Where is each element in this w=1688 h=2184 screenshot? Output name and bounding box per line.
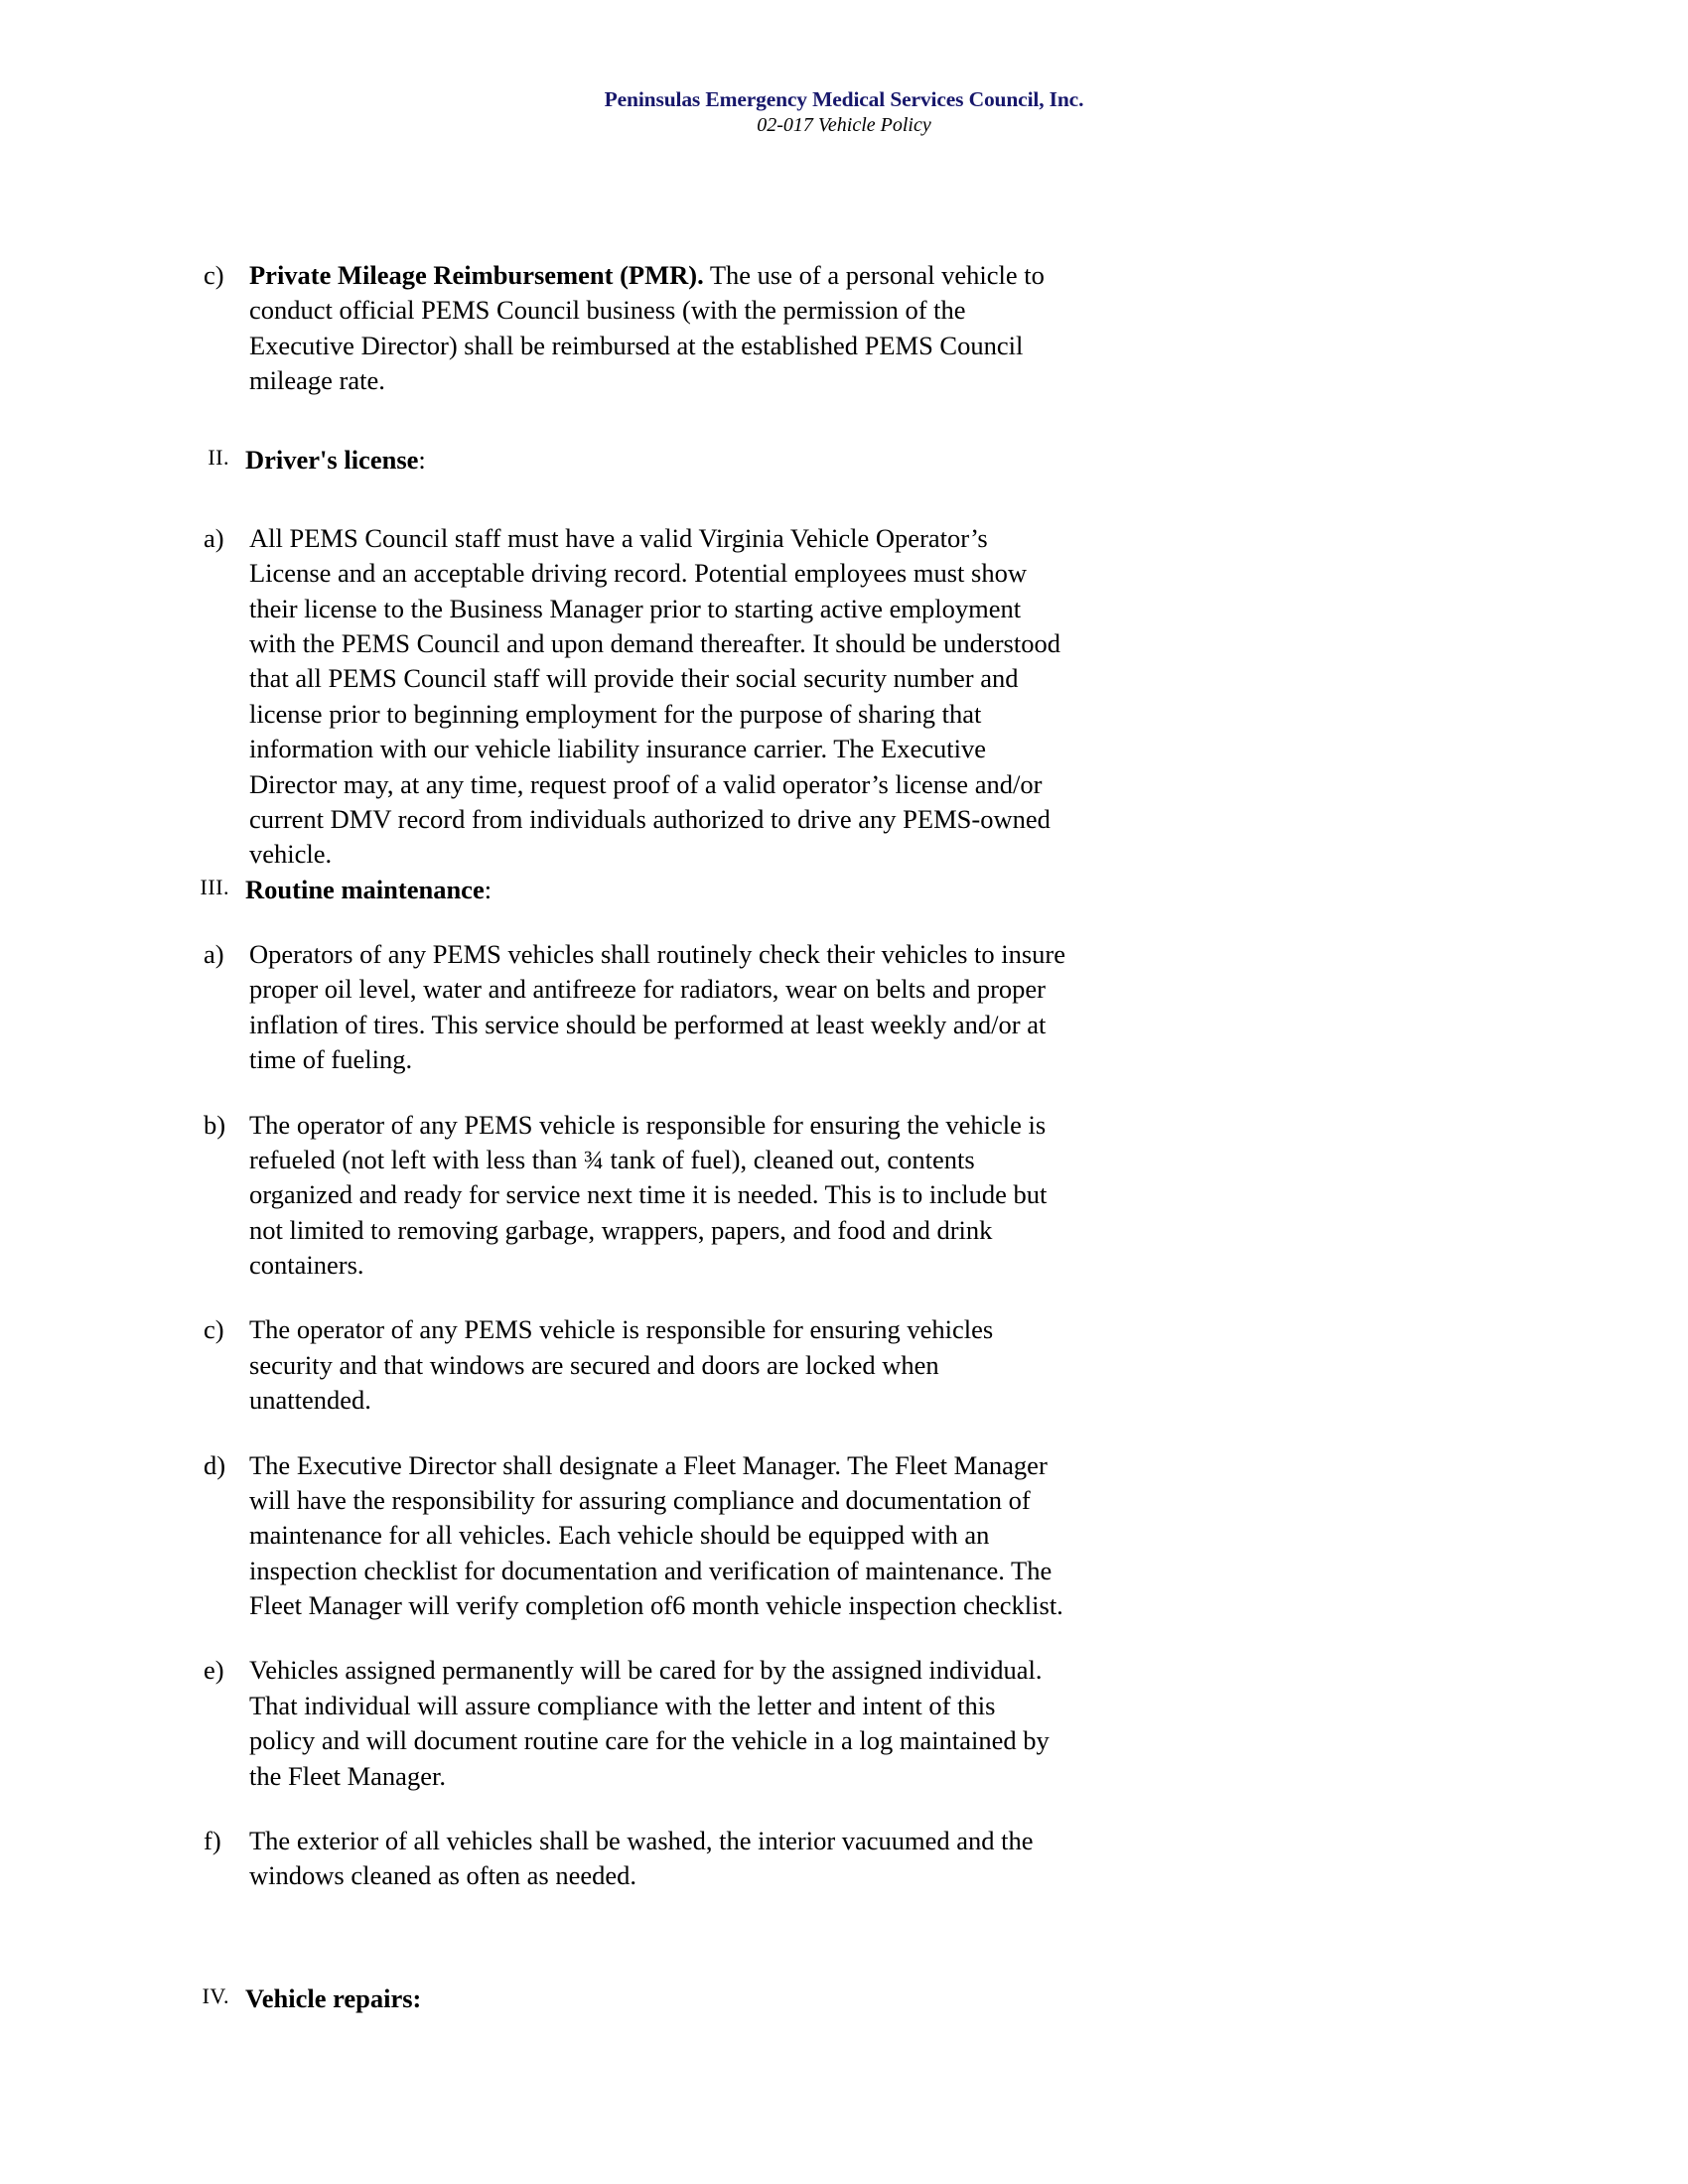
- section-heading-iii: [174, 873, 1067, 907]
- section-title: Driver's license: [245, 444, 419, 475]
- list-item: [174, 521, 1067, 873]
- page-header: [0, 87, 1688, 137]
- document-subtitle: 02-017 Vehicle Policy: [757, 114, 931, 137]
- spacer: [174, 1419, 1067, 1448]
- list-item: [174, 1108, 1067, 1284]
- list-marker: c): [204, 260, 224, 290]
- list-marker: a): [204, 522, 224, 553]
- spacer: [174, 1894, 1067, 1981]
- list-item-text: All PEMS Council staff must have a valid Virginia Vehicle Operator’s License and an acceptable driving record. Potential employees must show their license to the Business Manager prior to starting active employment with the PEMS Council and upon demand thereafter. It should be understood that all PEMS Council staff will provide their social security number and license prior to beginning employment for the purpose of sharing that information with our vehicle liability insurance carrier. The Executive Director may, at any time, request proof of a valid operator’s license and/or current DMV record from individuals authorized to drive any PEMS-owned vehicle.: [249, 522, 1060, 870]
- list-item-text: The exterior of all vehicles shall be washed, the interior vacuumed and the windows cleaned as often as needed.: [249, 1825, 1034, 1891]
- spacer: [174, 399, 1067, 443]
- spacer: [174, 1283, 1067, 1312]
- spacer: [174, 1078, 1067, 1108]
- section-marker: II.: [208, 444, 229, 470]
- list-item: [174, 937, 1067, 1078]
- section-heading-iv: [174, 1981, 1067, 2016]
- spacer: [174, 478, 1067, 521]
- section-heading-ii: [174, 443, 1067, 478]
- list-item: [174, 1824, 1067, 1894]
- section-title-punctuation: :: [484, 874, 492, 904]
- list-marker: a): [204, 939, 224, 969]
- list-item-text: The use of a personal vehicle to conduct official PEMS Council business (with the permission of the Executive Director) shall be reimbursed at the established PEMS Council mileage rate.: [249, 260, 1045, 396]
- section-marker: IV.: [202, 1982, 229, 2008]
- list-item-text: The operator of any PEMS vehicle is responsible for ensuring vehicles security and that windows are secured and doors are locked when unattended.: [249, 1314, 994, 1416]
- list-marker: b): [204, 1109, 226, 1140]
- list-item: [174, 1653, 1067, 1794]
- organization-title: Peninsulas Emergency Medical Services Council, Inc.: [604, 87, 1084, 111]
- document-body: [174, 258, 1067, 2016]
- list-item-c-pmr: [174, 258, 1067, 399]
- section-title: Routine maintenance: [245, 874, 485, 904]
- list-item-text: The Executive Director shall designate a Fleet Manager. The Fleet Manager will have the responsibility for assuring compliance and documentation of maintenance for all vehicles. Each vehicle should be equipped with an inspection checklist for documentation and verification of maintenance. The Fleet Manager will verify completion of6 month vehicle inspection checklist.: [249, 1449, 1063, 1620]
- spacer: [174, 1794, 1067, 1824]
- list-marker: d): [204, 1449, 226, 1480]
- list-marker: c): [204, 1314, 224, 1345]
- list-item: [174, 1448, 1067, 1624]
- section-title-punctuation: :: [418, 444, 426, 475]
- section-marker: III.: [200, 874, 229, 899]
- section-title: Vehicle repairs:: [245, 1982, 422, 2013]
- list-item: [174, 1312, 1067, 1418]
- list-item-lead: Private Mileage Reimbursement (PMR).: [249, 260, 704, 290]
- list-marker: e): [204, 1655, 224, 1686]
- list-item-text: The operator of any PEMS vehicle is responsible for ensuring the vehicle is refueled (not left with less than ¾ tank of fuel), cleaned out, contents organized and ready for service next time it is needed. This is to include but not limited to removing garbage, wrappers, papers, and food and drink containers.: [249, 1109, 1048, 1280]
- spacer: [174, 907, 1067, 937]
- list-marker: f): [204, 1825, 221, 1855]
- list-item-text: Vehicles assigned permanently will be cared for by the assigned individual. That individual will assure compliance with the letter and intent of this policy and will document routine care for the vehicle in a log maintained by the Fleet Manager.: [249, 1655, 1050, 1791]
- list-item-text: Operators of any PEMS vehicles shall routinely check their vehicles to insure proper oil level, water and antifreeze for radiators, wear on belts and proper inflation of tires. This service should be performed at least weekly and/or at time of fueling.: [249, 939, 1066, 1075]
- spacer: [174, 1623, 1067, 1653]
